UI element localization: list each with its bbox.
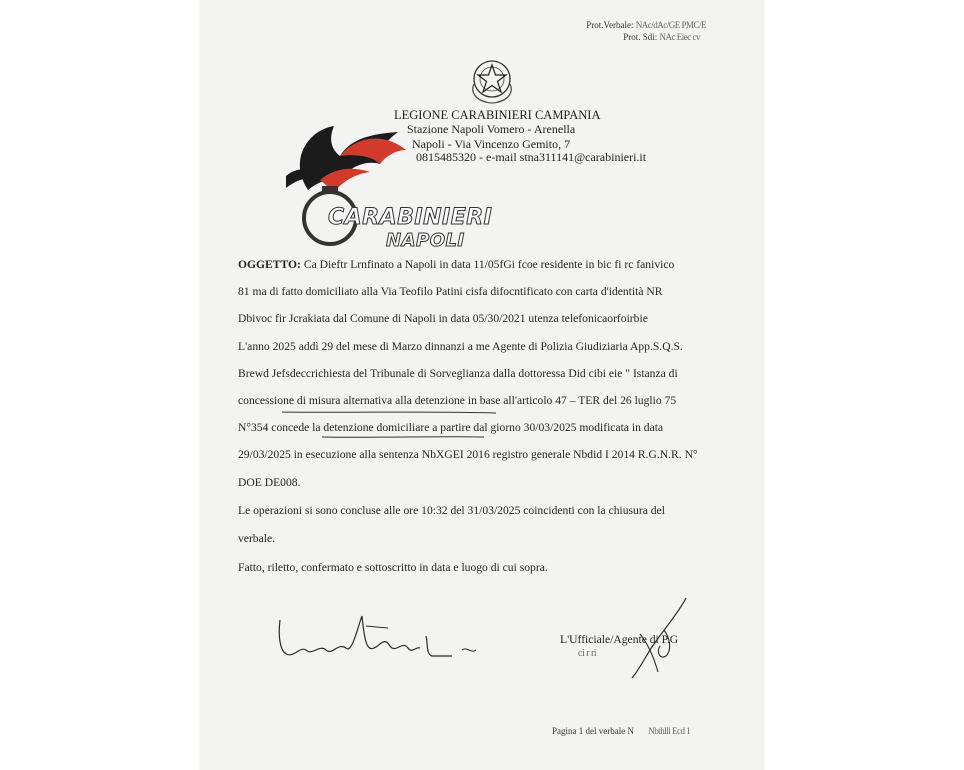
officer-sub: ci r ri <box>578 648 597 659</box>
body-line-4: L'anno 2025 addì 29 del mese di Marzo dinnanzi a me Agente di Polizia Giudiziaria App.S.Q.S. <box>238 340 683 353</box>
body-line-3: Dbivoc fir Jcrakiata dal Comune di Napoli in data 05/30/2021 utenza telefonicaorfoirbie <box>238 312 648 325</box>
body-line-12: Fatto, riletto, confermato e sottoscritto in data e luogo di cui sopra. <box>238 561 548 574</box>
body-line-7: N°354 concede la detenzione domiciliare a partire dal giorno 30/03/2025 modificata in data <box>238 421 664 434</box>
protocol-sdi-label: Prot. Sdi: <box>623 32 658 42</box>
logo-text-napoli: NAPOLI <box>386 230 465 251</box>
header-station: Stazione Napoli Vomero - Arenella <box>407 122 576 136</box>
protocol-verbale <box>586 20 706 30</box>
left-signature <box>276 606 486 666</box>
body-line-1-text: Ca Dieftr Lrnfinato a Napoli in data 11/05fGi fcoe residente in bic fi rc fanivico <box>303 258 675 271</box>
body-line-10: Le operazioni si sono concluse alle ore 10:32 del 31/03/2025 coincidenti con la chiusura del <box>238 504 665 517</box>
body-line-5: Brewd Jefsdeccrichiesta del Tribunale di Sorveglianza dalla dottoressa Did cibi eie " Istanza di <box>238 367 678 380</box>
document-page <box>200 0 764 770</box>
body-line-8: 29/03/2025 in esecuzione alla sentenza NbXGEI 2016 registro generale Nbdid I 2014 R.G.N.R. N° <box>238 448 698 461</box>
logo-text-carabinieri: CARABINIERI <box>328 205 493 230</box>
protocol-sdi <box>623 32 700 42</box>
officer-label: L'Ufficiale/Agente di P.G <box>560 633 679 646</box>
header-legion: LEGIONE CARABINIERI CAMPANIA <box>394 108 601 122</box>
footer-text: Pagina 1 del verbale N <box>552 726 634 736</box>
protocol-verbale-value: NAc/dAc/GE PMC/E <box>635 20 706 30</box>
body-line-2: 81 ma di fatto domiciliato alla Via Teofilo Patini cisfa difocntificato con carta d'identità NR <box>238 285 663 298</box>
protocol-sdi-value: NAc Eiec cv <box>659 32 700 42</box>
body-line-11: verbale. <box>238 532 276 545</box>
body-line-6: concessione di misura alternativa alla detenzione in base all'articolo 47 – TER del 26 luglio 75 <box>238 394 677 407</box>
body-line-9: DOE DE008. <box>238 476 301 489</box>
oggetto-label: OGGETTO: <box>238 258 301 271</box>
italian-republic-emblem-icon <box>466 54 518 106</box>
header-address: Napoli - Via Vincenzo Gemito, 7 <box>412 137 571 151</box>
handwritten-underlines <box>270 404 730 438</box>
officer-signature <box>620 594 700 682</box>
header-contact: 0815485320 - e-mail stna311141@carabinieri.it <box>416 150 647 164</box>
body-line-1 <box>238 258 674 271</box>
protocol-verbale-label: Prot.Verbale: <box>586 20 634 30</box>
footer-value: Nbthlll Ecd 1 <box>648 726 691 736</box>
footer-page-info <box>552 726 690 736</box>
